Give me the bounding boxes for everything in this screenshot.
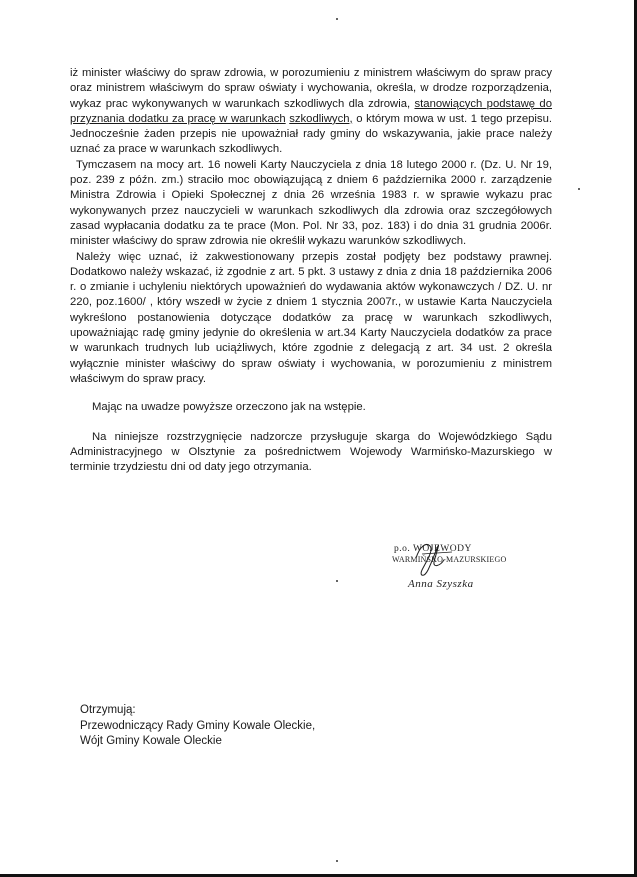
scan-speck: [336, 580, 338, 582]
recipient-item: Przewodniczący Rady Gminy Kowale Oleckie,: [80, 719, 316, 732]
text-line: spraw pracy oraz ministrem właściwym do spraw oświaty i wychowania, określa, w: [70, 67, 553, 95]
text-line: iż minister właściwy do spraw zdrowia, w porozumieniu z ministrem właściwym do: [70, 67, 487, 79]
paragraph-4: Mając na uwadze powyższe orzeczono jak na wstępie.: [92, 401, 366, 414]
letter-body: [70, 66, 552, 475]
recipient-item: Wójt Gminy Kowale Oleckie: [80, 735, 222, 747]
recipients-block: [80, 703, 315, 750]
paragraph-3: Należy więc uznać, iż zakwestionowany przepis został podjęty bez podstawy prawnej. Dodatkowo należy wskazać, iż zgodnie z art. 5 pkt. 3 ustawy z dnia z dnia 18 października 2006 r. o zmianie i uchyleniu niektórych upoważnień do wydawania aktów wykonawczych / DZ. U. nr 220, poz.1600/ , który wszedł w życie z dniem 1 stycznia 2007r., w ustawie Karta Nauczyciela wykreślono postanowienia dotyczące dodatków za pracę w warunkach szkodliwych, upoważniając radę gminy jedynie do określenia w art.34 Karty Nauczyciela dodatków za prace w warunkach trudnych lub uciążliwych, które zgodnie z delegacją z art. 34 ust. 2 określa wyłącznie minister właściwy do spraw oświaty i wychowania, w porozumieniu z ministrem właściwym do spraw pracy.: [70, 250, 552, 385]
handwritten-signature-icon: [386, 540, 516, 580]
scan-speck: [578, 188, 580, 190]
signer-name: Anna Szyszka: [408, 578, 474, 590]
text-line: drodze rozporządzenia, wykaz prac wykonywanych w warunkach szkodliwych dla: [70, 82, 552, 110]
paragraph-5: Na niniejsze rozstrzygnięcie nadzorcze przysługuje skarga do Wojewódzkiego Sądu Administracyjnego w Olsztynie za pośrednictwem Wojewody Warmińsko-Mazurskiego w terminie trzydziestu dni od daty jego otrzymania.: [70, 430, 552, 474]
stamp-title: p.o. WOJEWODY: [394, 544, 472, 554]
scan-speck: [336, 860, 338, 862]
scan-speck: [336, 18, 338, 20]
stamp-subtitle: WARMIŃSKO-MAZURSKIEGO: [392, 555, 507, 564]
paragraph-2: Tymczasem na mocy art. 16 noweli Karty Nauczyciela z dnia 18 lutego 2000 r. (Dz. U. Nr 19, poz. 239 z późn. zm.) straciło moc obowiązującą z dniem 6 października 2000 r. zarządzenie Ministra Zdrowia i Opieki Społecznej z dnia 26 września 1983 r. w sprawie wykazu prac wykonywanych przez nauczycieli w warunkach szkodliwych dla zdrowia oraz szczegółowych zasad wypłacania dodatku za te prace (Mon. Pol. Nr 33, poz. 183) i do dnia 31 grudnia 2006r. minister właściwy do spraw zdrowia nie określił wykazu warunków szkodliwych.: [70, 158, 552, 248]
text-line: o którym mowa w ust. 1 tego przepisu. Jednocześnie żaden przepis nie: [70, 112, 552, 141]
text-line: upoważniał rady gminy do wskazywania, jakie prace należy uznać za prace w: [70, 128, 552, 156]
official-stamp-signature: [386, 540, 516, 600]
text-line: zdrowia,: [368, 97, 415, 110]
recipients-heading: Otrzymują:: [80, 704, 136, 716]
underlined-phrase: szkodliwych,: [289, 112, 353, 125]
underlined-phrase: stanowiących podstawę do przyznania dodatku za pracę w warunkach: [70, 97, 552, 125]
paragraph-1: [70, 66, 552, 158]
text-line: warunkach szkodliwych.: [161, 143, 283, 156]
